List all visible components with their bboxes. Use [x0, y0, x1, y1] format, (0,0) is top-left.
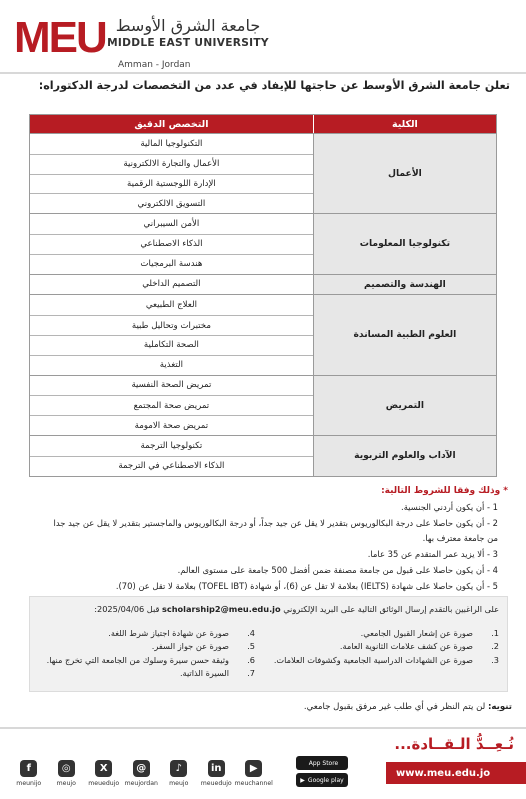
university-location: Amman - Jordan	[118, 60, 191, 70]
column-header-specialization: التخصص الدقيق	[30, 115, 314, 133]
specialization-cell: مختبرات وتحاليل طبية	[30, 315, 313, 335]
document-item	[35, 627, 255, 640]
conditions-list	[14, 500, 512, 595]
specialization-cells	[30, 275, 314, 295]
specialization-cell: هندسة البرمجيات	[30, 254, 313, 274]
header-divider	[0, 72, 526, 74]
social-links	[10, 760, 273, 787]
column-header-college: الكلية	[391, 118, 418, 130]
table-row	[30, 274, 496, 295]
specialization-cell: الأمن السيبراني	[143, 219, 200, 230]
social-handle: meuedujo	[88, 780, 120, 787]
conditions-title: * وذلك وفقا للشروط التالية:	[381, 486, 508, 496]
linkedin-icon: in	[208, 760, 225, 777]
table-row	[30, 294, 496, 374]
specialization-cell: العلاج الطبيعي	[145, 300, 197, 311]
x-icon: X	[95, 760, 112, 777]
college-cell: العلوم الطبية المساندة	[314, 295, 496, 374]
specialization-cell: الإدارة اللوجستية الرقمية	[30, 174, 313, 194]
specialization-cell: الذكاء الاصطناعي في الترجمة	[30, 456, 313, 476]
note-label: تنويه:	[488, 702, 512, 712]
table-body	[30, 133, 496, 476]
document-text: وثيقة حسن سيرة وسلوك من الجامعة التي تخرج منها.	[46, 654, 229, 665]
specialization-cell: تكنولوجيا الترجمة	[140, 440, 203, 451]
announcement-intro: تعلن جامعة الشرق الأوسط عن حاجتها للإيفاد في عدد من التخصصات لدرجة الدكتوراه:	[38, 79, 510, 92]
play-icon: ▶	[300, 776, 305, 784]
college-cell: الهندسة والتصميم	[314, 275, 496, 295]
store-label: Google play	[307, 776, 344, 784]
document-number: 7.	[247, 667, 255, 678]
specialization-cells	[30, 295, 314, 374]
instagram-icon: ◎	[58, 760, 75, 777]
condition-item: من جامعة معترف بها.	[422, 533, 498, 544]
condition-item: 5 - أن يكون حاصلا على شهادة (IELTS) بعلامة لا تقل عن (6)، أو شهادة (TOFEL IBT) بعلامة لا تقل عن (70).	[115, 580, 498, 591]
documents-column-right	[259, 627, 499, 667]
specialization-cell: الأعمال والتجارة الالكترونية	[30, 154, 313, 174]
specialization-cells	[30, 134, 314, 213]
document-item	[35, 667, 255, 680]
document-number: 1.	[491, 628, 499, 638]
table-row	[30, 133, 496, 213]
table-row	[30, 435, 496, 476]
specialization-cell: الصحة التكاملية	[30, 335, 313, 355]
social-link[interactable]	[48, 760, 86, 787]
condition-item: 2 - أن يكون حاصلا على درجة البكالوريوس بتقدير لا يقل عن جيد جداً، أو درجة البكالوريوس والماجستير بتقدير لا يقل عن جيد جدا	[53, 517, 498, 528]
conditions-section	[14, 484, 512, 595]
required-documents-box	[29, 596, 508, 692]
table-row	[30, 375, 496, 435]
note-text: لن يتم النظر في أي طلب غير مرفق بقبول جامعي.	[303, 702, 486, 712]
specialization-cells	[30, 376, 314, 435]
social-handle: meuchannel	[234, 780, 273, 787]
table-row	[30, 213, 496, 273]
document-item	[259, 640, 499, 653]
social-handle: meuedujo	[200, 780, 232, 787]
social-link[interactable]	[235, 760, 273, 787]
social-link[interactable]	[85, 760, 123, 787]
app-store-badges	[296, 756, 348, 790]
store-label: App Store	[308, 759, 339, 767]
university-name-arabic: جامعة الشرق الأوسط	[115, 16, 261, 35]
specialization-cell: التصميم الداخلي	[142, 279, 201, 290]
document-text: صورة عن إشعار القبول الجامعي.	[360, 628, 473, 638]
document-number: 2.	[491, 641, 499, 652]
specialization-cells	[30, 214, 314, 273]
specialization-cell: الذكاء الاصطناعي	[30, 234, 313, 254]
university-logo-mark: MEU	[14, 13, 106, 62]
specialization-cell: تمريض صحة الامومة	[30, 415, 313, 435]
university-name-english: MIDDLE EAST UNIVERSITY	[107, 37, 269, 49]
threads-icon: @	[133, 760, 150, 777]
header	[0, 10, 526, 68]
college-cell: الأعمال	[314, 134, 496, 213]
social-link[interactable]	[160, 760, 198, 787]
youtube-icon: ▶	[245, 760, 262, 777]
documents-column-left	[35, 627, 255, 680]
document-text: السيرة الذاتية.	[179, 667, 229, 678]
social-link[interactable]	[123, 760, 161, 787]
deadline-label: قبل	[146, 604, 160, 614]
table-header	[30, 115, 496, 133]
document-item	[259, 627, 499, 640]
social-link[interactable]	[10, 760, 48, 787]
specialization-cell: التغذية	[30, 355, 313, 375]
document-number: 5.	[247, 641, 255, 652]
website-link[interactable]: www.meu.edu.jo	[386, 762, 526, 784]
specialization-cell: التسويق الالكتروني	[30, 193, 313, 213]
application-email[interactable]: scholarship2@meu.edu.jo	[162, 604, 281, 614]
specialization-cells	[30, 436, 314, 476]
condition-item: 3 - ألا يزيد عمر المتقدم عن 35 عاما.	[367, 549, 498, 560]
social-handle: meujordan	[124, 780, 158, 787]
google-play-badge[interactable]	[296, 773, 348, 787]
specializations-table	[29, 114, 497, 477]
condition-item: 4 - أن يكون حاصلا على قبول من جامعة مصنفة ضمن أفضل 500 جامعة على مستوى العالم.	[177, 564, 498, 575]
social-link[interactable]	[198, 760, 236, 787]
document-text: صورة عن شهادة اجتياز شرط اللغة.	[108, 628, 229, 638]
social-handle: meujo	[169, 780, 189, 787]
document-number: 4.	[247, 628, 255, 638]
social-handle: meujo	[56, 780, 76, 787]
document-text: صورة عن الشهادات الدراسية الجامعية وكشوفات العلامات.	[273, 654, 473, 665]
tiktok-icon: ♪	[170, 760, 187, 777]
college-cell: الآداب والعلوم التربوية	[314, 436, 496, 476]
deadline-date: 2025/04/06:	[94, 604, 145, 614]
college-cell: التمريض	[314, 376, 496, 435]
document-text: صورة عن جواز السفر.	[151, 641, 229, 652]
document-text: صورة عن كشف علامات الثانوية العامة.	[339, 641, 473, 652]
document-item	[35, 654, 255, 667]
app-store-badge[interactable]	[296, 756, 348, 770]
documents-intro	[36, 604, 499, 614]
specialization-cell: التكنولوجيا المالية	[140, 138, 203, 149]
specialization-cell: تمريض صحة المجتمع	[30, 395, 313, 415]
facebook-icon: f	[20, 760, 37, 777]
documents-intro-text: على الراغبين بالتقدم إرسال الوثائق التالية على البريد الإلكتروني	[283, 604, 499, 614]
social-handle: meunijo	[16, 780, 42, 787]
slogan: نُـعِــدُّ الـقــادة...	[394, 735, 514, 753]
condition-item: 1 - أن يكون أردني الجنسية.	[401, 501, 498, 512]
specialization-cell: تمريض الصحة النفسية	[131, 380, 212, 391]
document-item	[35, 640, 255, 653]
college-cell: تكنولوجيا المعلومات	[314, 214, 496, 273]
document-number: 3.	[491, 654, 499, 665]
document-number: 6.	[247, 654, 255, 665]
note	[14, 702, 512, 712]
document-item	[259, 654, 499, 667]
footer-divider	[0, 727, 526, 729]
